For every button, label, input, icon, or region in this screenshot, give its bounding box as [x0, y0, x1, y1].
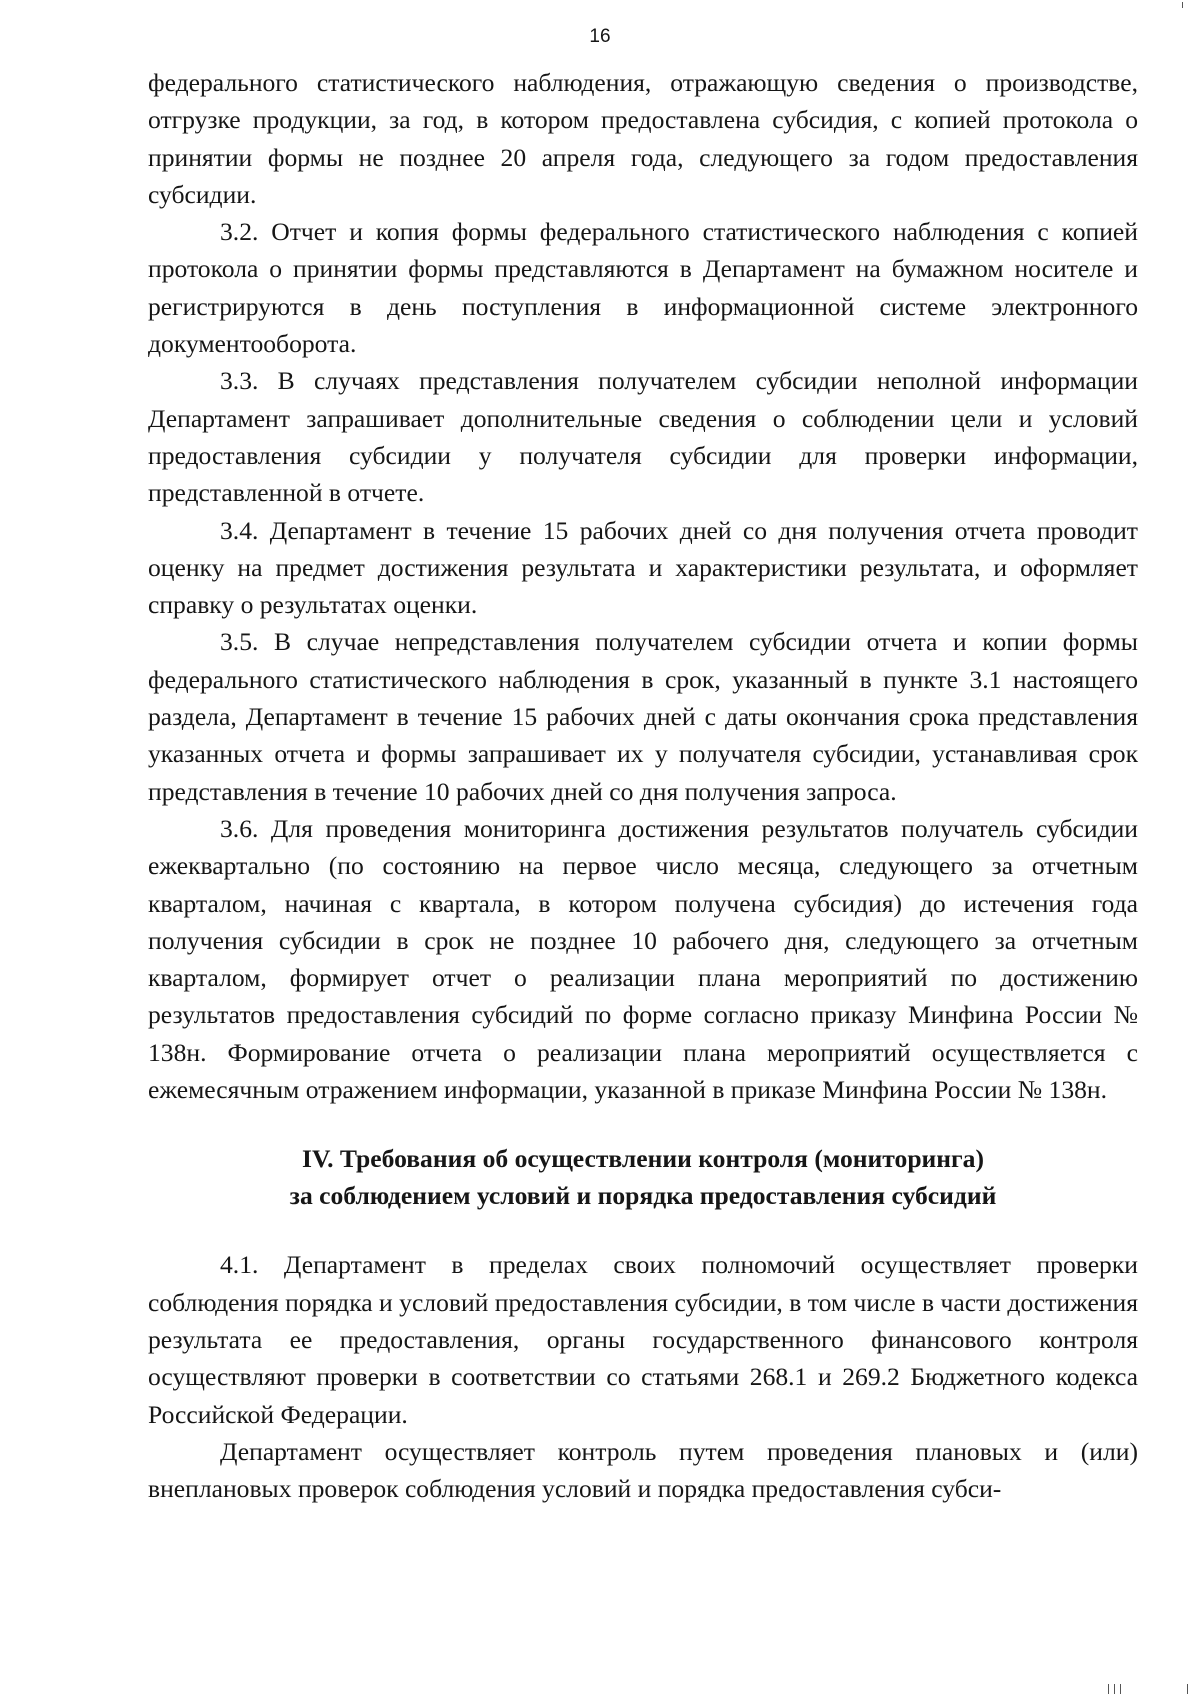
paragraph-continuation: федерального статистического наблюдения, отражающую сведения о производстве, отгрузке продукции, за год, в котором предоставлена субсидия, с копией протокола о принятии формы не позднее 20 апреля года, следующего за годом предоставления субсидии. — [148, 68, 1138, 209]
scan-mark-bottom-4 — [1187, 1684, 1188, 1694]
scan-mark-bottom-2 — [1114, 1684, 1115, 1694]
paragraph-3-6: 3.6. Для проведения мониторинга достижения результатов получатель субсидии ежеквартально (по состоянию на первое число месяца, следующего за отчетным кварталом, начиная с квартала, в котором получена субсидия) до истечения года получения субсидии в срок не позднее 10 рабочего дня, следующего за отчетным кварталом, формирует отчет о реализации плана мероприятий по достижению результатов предоставления субсидий по форме согласно приказу Минфина России № 138н. Формирование отчета о реализации плана мероприятий осуществляется с ежемесячным отражением информации, указанной в приказе Минфина России № 138н. — [148, 813, 1138, 1105]
paragraph-4-1-continued: Департамент осуществляет контроль путем проведения плановых и (или) внеплановых проверок соблюдения условий и порядка предоставления субси- — [148, 1436, 1138, 1504]
paragraph-3-2: 3.2. Отчет и копия формы федерального статистического наблюдения с копией протокола о принятии формы представляются в Департамент на бумажном носителе и регистрируются в день поступления в информационной системе электронного документооборота. — [148, 217, 1138, 359]
scan-mark-bottom — [1108, 1684, 1109, 1694]
section-heading-line-2: за соблюдением условий и порядка предоставления субсидий — [289, 1181, 997, 1211]
section-heading-line-1: IV. Требования об осуществлении контроля (мониторинга) — [301, 1144, 984, 1174]
page-number: 16 — [589, 26, 611, 47]
paragraph-3-5: 3.5. В случае непредставления получателем субсидии отчета и копии формы федерального статистического наблюдения в срок, указанный в пункте 3.1 настоящего раздела, Департамент в течение 15 рабочих дней с даты окончания срока представления указанных отчета и формы запрашивает их у получателя субсидии, устанавливая срок представления в течение 10 рабочих дней со дня получения запроса. — [148, 627, 1138, 806]
paragraph-3-4: 3.4. Департамент в течение 15 рабочих дней со дня получения отчета проводит оценку на предмет достижения результата и характеристики результата, и оформляет справку о результатах оценки. — [148, 515, 1138, 620]
paragraph-4-1: 4.1. Департамент в пределах своих полномочий осуществляет проверки соблюдения порядка и условий предоставления субсидии, в том числе в части достижения результата ее предоставления, органы государственного финансового контроля осуществляют проверки в соответствии со статьями 268.1 и 269.2 Бюджетного кодекса Российской Федерации. — [148, 1250, 1138, 1429]
scan-mark-top — [1182, 2, 1183, 8]
scan-mark-bottom-3 — [1120, 1684, 1121, 1694]
section-heading — [148, 1140, 1138, 1214]
paragraph-3-3: 3.3. В случаях представления получателем субсидии неполной информации Департамент запрашивает дополнительные сведения о соблюдении цели и условий предоставления субсидии у получателя субсидии для проверки информации, представленной в отчете. — [148, 366, 1138, 508]
document-body — [148, 64, 1138, 1507]
